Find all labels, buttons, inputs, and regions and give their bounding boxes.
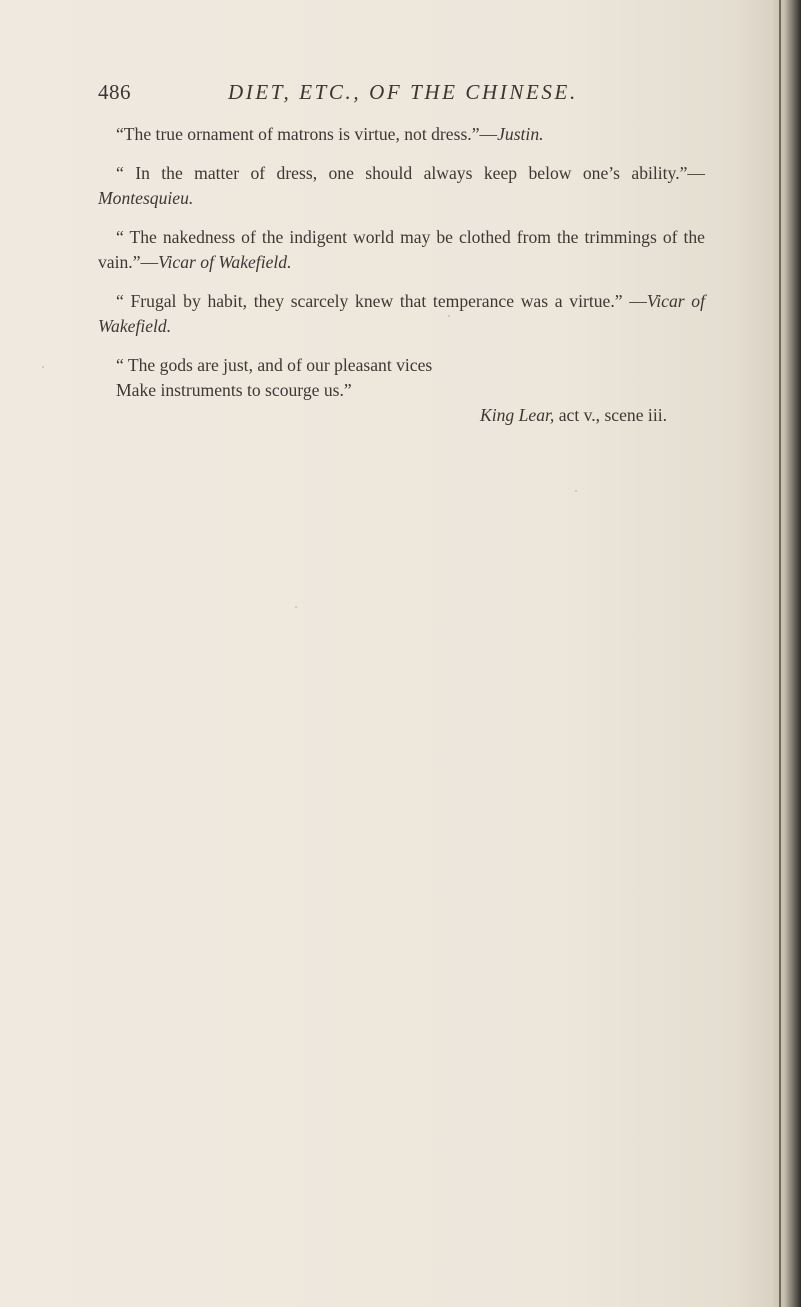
page-number: 486 [98, 80, 131, 104]
quote-text: “ In the matter of dress, one should always keep below one’s ability.”— [116, 163, 705, 183]
quote-vicar-2 [98, 289, 705, 339]
quote-source: Montesquieu. [98, 188, 194, 208]
verse-line-2: Make instruments to scourge us.” [116, 380, 352, 400]
quote-justin [98, 122, 705, 147]
paper-speck [448, 315, 450, 317]
binding-edge [779, 0, 781, 1307]
verse-source [116, 403, 705, 428]
quote-source: Vicar of Wakefield. [158, 252, 292, 272]
quote-text: “ The nakedness of the indigent world may be clothed from the trimmings of the vain.”— [98, 227, 705, 272]
quotations-block [98, 122, 705, 428]
paper-speck [42, 366, 44, 368]
paper-speck [575, 490, 577, 492]
verse-quote-king-lear [98, 353, 705, 428]
verse-source-location: act v., scene iii. [554, 405, 667, 425]
quote-source: Justin. [497, 124, 544, 144]
quote-text: “The true ornament of matrons is virtue, not dress.”— [116, 124, 498, 144]
verse-line-1: “ The gods are just, and of our pleasant vices [116, 355, 433, 375]
quote-montesquieu [98, 161, 705, 211]
quote-source: Vicar of Wakefield. [98, 291, 705, 336]
verse-source-title: King Lear, [480, 405, 555, 425]
page-gutter-shadow [773, 0, 801, 1307]
running-head: DIET, ETC., OF THE CHINESE. [228, 80, 578, 104]
quote-vicar-1 [98, 225, 705, 275]
paper-speck [295, 606, 297, 608]
page-header [98, 80, 698, 110]
quote-text: “ Frugal by habit, they scarcely knew that temperance was a virtue.” — [116, 291, 647, 311]
